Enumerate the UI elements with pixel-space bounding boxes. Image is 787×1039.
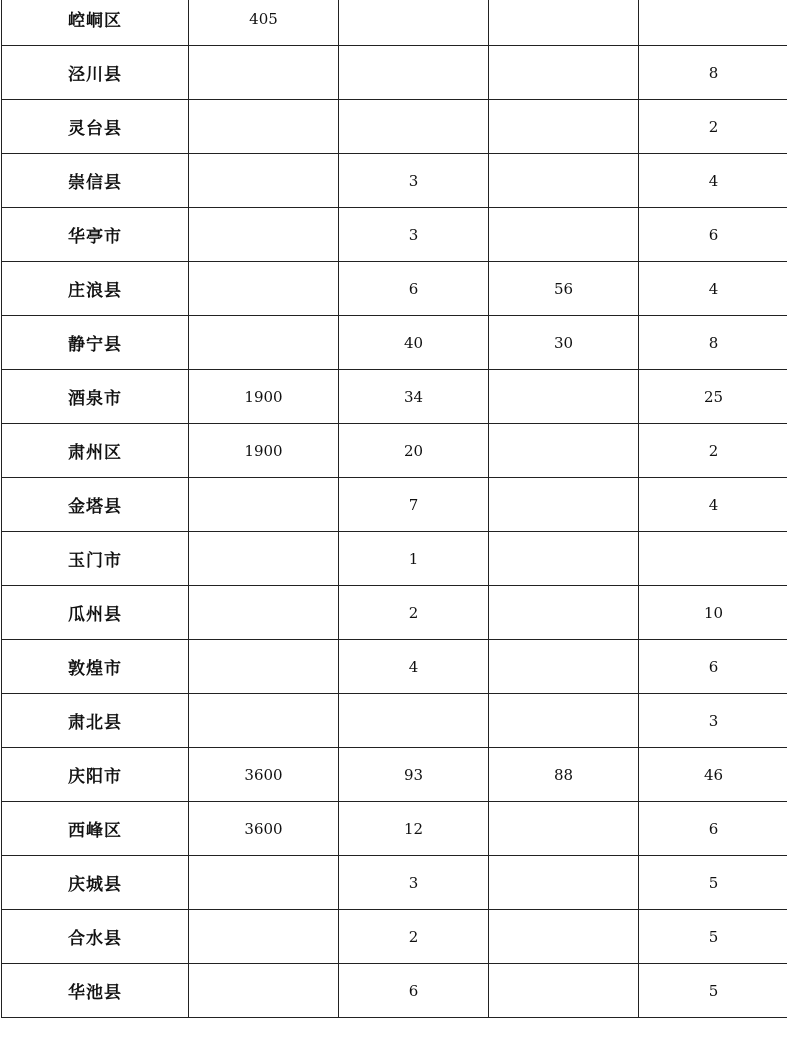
value-cell-col4 xyxy=(639,0,787,46)
value-cell-col3 xyxy=(489,154,639,208)
value-cell-col1: 3600 xyxy=(189,802,339,856)
value-cell-col4: 6 xyxy=(639,208,787,262)
value-cell-col1 xyxy=(189,694,339,748)
value-cell-col3 xyxy=(489,856,639,910)
value-cell-col3 xyxy=(489,586,639,640)
value-cell-col3 xyxy=(489,964,639,1018)
value-cell-col2: 6 xyxy=(339,964,489,1018)
value-cell-col1 xyxy=(189,640,339,694)
value-cell-col2: 6 xyxy=(339,262,489,316)
table-row xyxy=(2,370,787,424)
region-name-cell: 肃州区 xyxy=(2,424,189,478)
value-cell-col3 xyxy=(489,208,639,262)
value-cell-col4 xyxy=(639,532,787,586)
value-cell-col3 xyxy=(489,100,639,154)
region-name-cell: 金塔县 xyxy=(2,478,189,532)
table-row xyxy=(2,586,787,640)
value-cell-col2: 93 xyxy=(339,748,489,802)
table-row xyxy=(2,46,787,100)
table-row xyxy=(2,208,787,262)
table-row xyxy=(2,964,787,1018)
table-row xyxy=(2,694,787,748)
value-cell-col2: 3 xyxy=(339,154,489,208)
region-name-cell: 灵台县 xyxy=(2,100,189,154)
table-row xyxy=(2,748,787,802)
region-name-cell: 庆阳市 xyxy=(2,748,189,802)
value-cell-col4: 5 xyxy=(639,964,787,1018)
value-cell-col2 xyxy=(339,46,489,100)
value-cell-col1 xyxy=(189,208,339,262)
value-cell-col4: 6 xyxy=(639,802,787,856)
table-row xyxy=(2,478,787,532)
value-cell-col3 xyxy=(489,0,639,46)
value-cell-col3 xyxy=(489,424,639,478)
value-cell-col3: 30 xyxy=(489,316,639,370)
region-name-cell: 静宁县 xyxy=(2,316,189,370)
value-cell-col2: 1 xyxy=(339,532,489,586)
region-name-cell: 华池县 xyxy=(2,964,189,1018)
value-cell-col1 xyxy=(189,856,339,910)
value-cell-col4: 46 xyxy=(639,748,787,802)
table-body xyxy=(2,0,787,1018)
value-cell-col3 xyxy=(489,910,639,964)
value-cell-col1: 1900 xyxy=(189,424,339,478)
table-row xyxy=(2,316,787,370)
value-cell-col4: 8 xyxy=(639,46,787,100)
value-cell-col2: 20 xyxy=(339,424,489,478)
value-cell-col1 xyxy=(189,100,339,154)
region-name-cell: 肃北县 xyxy=(2,694,189,748)
value-cell-col1 xyxy=(189,316,339,370)
value-cell-col1 xyxy=(189,46,339,100)
value-cell-col1 xyxy=(189,478,339,532)
value-cell-col2: 12 xyxy=(339,802,489,856)
region-name-cell: 敦煌市 xyxy=(2,640,189,694)
value-cell-col4: 4 xyxy=(639,154,787,208)
table-row xyxy=(2,154,787,208)
value-cell-col1: 3600 xyxy=(189,748,339,802)
value-cell-col2 xyxy=(339,0,489,46)
value-cell-col4: 4 xyxy=(639,262,787,316)
table-row xyxy=(2,262,787,316)
value-cell-col3: 56 xyxy=(489,262,639,316)
region-name-cell: 酒泉市 xyxy=(2,370,189,424)
table-row xyxy=(2,100,787,154)
region-name-cell: 崇信县 xyxy=(2,154,189,208)
data-table xyxy=(1,0,787,1018)
table-row xyxy=(2,424,787,478)
value-cell-col1 xyxy=(189,586,339,640)
value-cell-col3 xyxy=(489,478,639,532)
region-name-cell: 庄浪县 xyxy=(2,262,189,316)
value-cell-col3 xyxy=(489,694,639,748)
value-cell-col4: 10 xyxy=(639,586,787,640)
value-cell-col3: 88 xyxy=(489,748,639,802)
value-cell-col4: 3 xyxy=(639,694,787,748)
value-cell-col4: 6 xyxy=(639,640,787,694)
value-cell-col3 xyxy=(489,640,639,694)
value-cell-col4: 2 xyxy=(639,100,787,154)
region-name-cell: 崆峒区 xyxy=(2,0,189,46)
value-cell-col2: 3 xyxy=(339,856,489,910)
value-cell-col2 xyxy=(339,100,489,154)
value-cell-col1 xyxy=(189,910,339,964)
value-cell-col3 xyxy=(489,532,639,586)
region-name-cell: 庆城县 xyxy=(2,856,189,910)
value-cell-col4: 8 xyxy=(639,316,787,370)
table-row xyxy=(2,0,787,46)
value-cell-col1: 405 xyxy=(189,0,339,46)
value-cell-col1 xyxy=(189,532,339,586)
value-cell-col4: 2 xyxy=(639,424,787,478)
value-cell-col2: 2 xyxy=(339,910,489,964)
value-cell-col2: 2 xyxy=(339,586,489,640)
region-name-cell: 泾川县 xyxy=(2,46,189,100)
value-cell-col2: 40 xyxy=(339,316,489,370)
table-row xyxy=(2,802,787,856)
value-cell-col4: 25 xyxy=(639,370,787,424)
region-name-cell: 瓜州县 xyxy=(2,586,189,640)
value-cell-col1 xyxy=(189,154,339,208)
table-row xyxy=(2,910,787,964)
region-name-cell: 西峰区 xyxy=(2,802,189,856)
value-cell-col4: 5 xyxy=(639,856,787,910)
value-cell-col1 xyxy=(189,964,339,1018)
region-name-cell: 玉门市 xyxy=(2,532,189,586)
value-cell-col4: 5 xyxy=(639,910,787,964)
value-cell-col1 xyxy=(189,262,339,316)
value-cell-col3 xyxy=(489,46,639,100)
value-cell-col3 xyxy=(489,370,639,424)
value-cell-col2 xyxy=(339,694,489,748)
region-name-cell: 华亭市 xyxy=(2,208,189,262)
value-cell-col2: 4 xyxy=(339,640,489,694)
value-cell-col2: 34 xyxy=(339,370,489,424)
value-cell-col3 xyxy=(489,802,639,856)
value-cell-col2: 3 xyxy=(339,208,489,262)
table-row xyxy=(2,640,787,694)
region-name-cell: 合水县 xyxy=(2,910,189,964)
value-cell-col1: 1900 xyxy=(189,370,339,424)
value-cell-col4: 4 xyxy=(639,478,787,532)
value-cell-col2: 7 xyxy=(339,478,489,532)
table-row xyxy=(2,856,787,910)
table-row xyxy=(2,532,787,586)
